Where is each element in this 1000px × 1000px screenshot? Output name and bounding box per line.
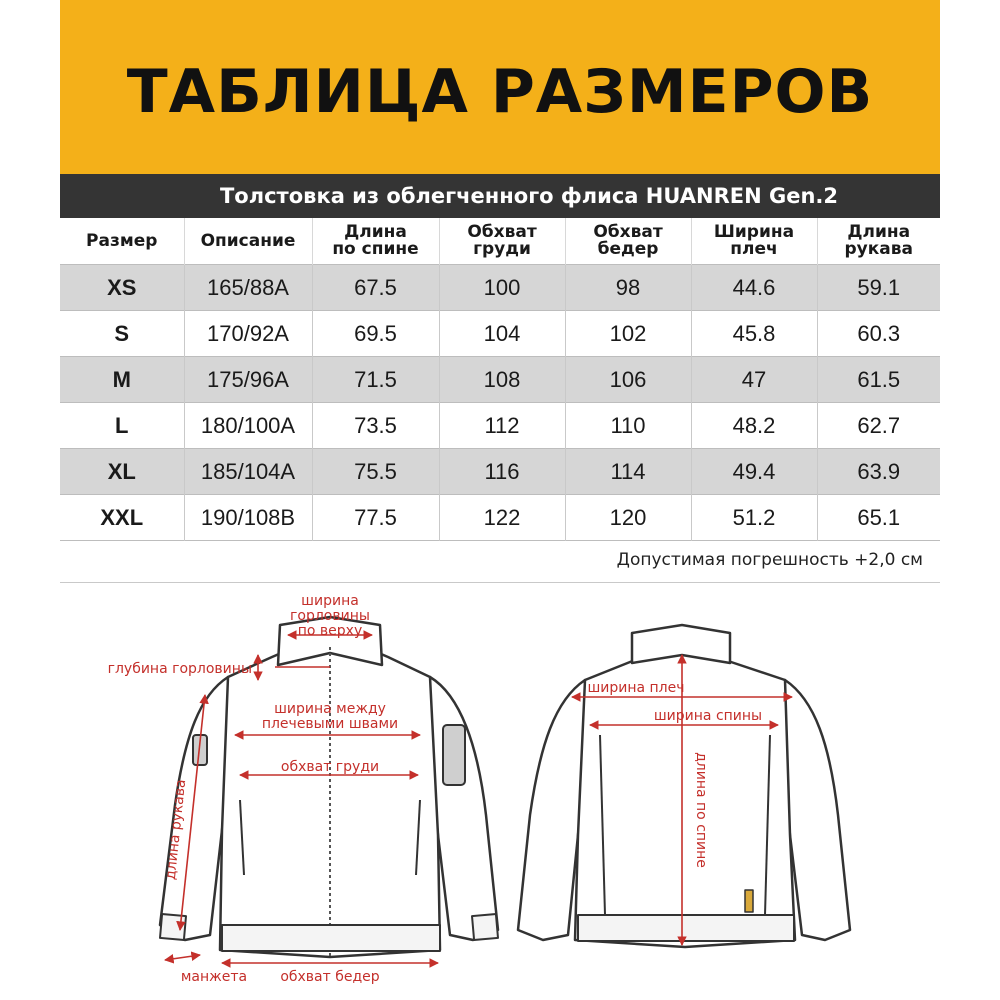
product-name: Толстовка из облегченного флиса HUANREN Gen.2 bbox=[219, 184, 838, 208]
cell-chest: 116 bbox=[439, 449, 565, 495]
cell-hips: 120 bbox=[565, 495, 691, 541]
table-row bbox=[60, 495, 940, 541]
tolerance-note: Допустимая погрешность +2,0 см bbox=[616, 550, 923, 570]
cell-chest: 104 bbox=[439, 311, 565, 357]
label-sleeve-length: длина рукава bbox=[162, 778, 190, 881]
table-row bbox=[60, 449, 940, 495]
cell-sleeve-length: 63.9 bbox=[817, 449, 940, 495]
label-hips: обхват бедер bbox=[280, 969, 380, 985]
cell-sleeve-length: 65.1 bbox=[817, 495, 940, 541]
label-shoulder-seam-line1: ширина между bbox=[274, 701, 386, 717]
size-table-body bbox=[60, 265, 940, 541]
cell-shoulder-width: 47 bbox=[691, 357, 817, 403]
label-neck-width-line1: ширина bbox=[301, 593, 359, 609]
header-banner bbox=[60, 0, 940, 174]
label-back-width: ширина спины bbox=[653, 708, 763, 724]
front-sleeve-pocket bbox=[443, 725, 465, 785]
cell-hips: 114 bbox=[565, 449, 691, 495]
front-right-cuff bbox=[472, 914, 498, 940]
front-left-cuff bbox=[160, 914, 186, 940]
table-row bbox=[60, 311, 940, 357]
cell-shoulder-width: 51.2 bbox=[691, 495, 817, 541]
cell-hips: 98 bbox=[565, 265, 691, 311]
size-table bbox=[60, 218, 940, 541]
cell-size: M bbox=[60, 357, 184, 403]
table-row bbox=[60, 265, 940, 311]
cell-chest: 112 bbox=[439, 403, 565, 449]
table-row bbox=[60, 403, 940, 449]
label-cuff: манжета bbox=[180, 969, 248, 985]
cell-description: 165/88A bbox=[184, 265, 312, 311]
product-bar bbox=[60, 174, 940, 218]
cell-sleeve-length: 61.5 bbox=[817, 357, 940, 403]
cell-sleeve-length: 62.7 bbox=[817, 403, 940, 449]
table-header-row bbox=[60, 218, 940, 265]
cell-back-length: 71.5 bbox=[312, 357, 439, 403]
page-title: ТАБЛИЦА РАЗМЕРОВ bbox=[126, 57, 874, 127]
front-hem-band bbox=[222, 925, 440, 951]
cell-description: 190/108B bbox=[184, 495, 312, 541]
table-row bbox=[60, 357, 940, 403]
column-header-description: Описание bbox=[184, 218, 312, 265]
measurement-diagram bbox=[0, 585, 1000, 1000]
cell-size: XS bbox=[60, 265, 184, 311]
cell-back-length: 77.5 bbox=[312, 495, 439, 541]
label-back-length: длина по спине bbox=[693, 752, 709, 868]
label-neck-width-line2: горловины bbox=[290, 608, 370, 624]
cell-sleeve-length: 60.3 bbox=[817, 311, 940, 357]
back-tag bbox=[745, 890, 753, 912]
cell-size: S bbox=[114, 320, 130, 346]
back-hem-band bbox=[578, 915, 794, 941]
cell-chest: 108 bbox=[439, 357, 565, 403]
cell-back-length: 75.5 bbox=[312, 449, 439, 495]
cell-hips: 110 bbox=[565, 403, 691, 449]
column-header-back-length: Длина по спине bbox=[312, 218, 439, 265]
back-jacket-drawing bbox=[518, 625, 850, 947]
column-header-sleeve-length: Длина рукава bbox=[817, 218, 940, 265]
column-header-chest: Обхват груди bbox=[439, 218, 565, 265]
cell-size: XL bbox=[60, 449, 184, 495]
cell-back-length: 73.5 bbox=[312, 403, 439, 449]
cell-shoulder-width: 49.4 bbox=[691, 449, 817, 495]
cell-back-length: 69.5 bbox=[312, 311, 439, 357]
cell-hips: 106 bbox=[565, 357, 691, 403]
label-neck-width-line3: по верху bbox=[297, 623, 363, 639]
cell-description: 185/104A bbox=[184, 449, 312, 495]
column-header-hips: Обхват бедер bbox=[565, 218, 691, 265]
label-neck-depth: глубина горловины bbox=[107, 661, 252, 677]
label-shoulder-seam-line2: плечевыми швами bbox=[261, 716, 399, 732]
cell-back-length: 67.5 bbox=[312, 265, 439, 311]
cell-description: 170/92A bbox=[184, 311, 312, 357]
divider bbox=[60, 582, 940, 583]
jacket-diagram-svg bbox=[0, 585, 1000, 1000]
label-shoulder-width: ширина плеч bbox=[587, 680, 685, 696]
label-chest: обхват груди bbox=[280, 759, 380, 775]
cell-chest: 100 bbox=[439, 265, 565, 311]
cell-size: L bbox=[115, 412, 129, 438]
column-header-shoulder-width: Ширина плеч bbox=[691, 218, 817, 265]
cell-shoulder-width: 44.6 bbox=[691, 265, 817, 311]
cell-size: XXL bbox=[100, 504, 144, 530]
cell-description: 175/96A bbox=[184, 357, 312, 403]
cell-sleeve-length: 59.1 bbox=[817, 265, 940, 311]
cell-shoulder-width: 45.8 bbox=[691, 311, 817, 357]
cell-description: 180/100A bbox=[184, 403, 312, 449]
column-header-size: Размер bbox=[60, 218, 184, 265]
cell-chest: 122 bbox=[439, 495, 565, 541]
cell-hips: 102 bbox=[565, 311, 691, 357]
cell-shoulder-width: 48.2 bbox=[691, 403, 817, 449]
